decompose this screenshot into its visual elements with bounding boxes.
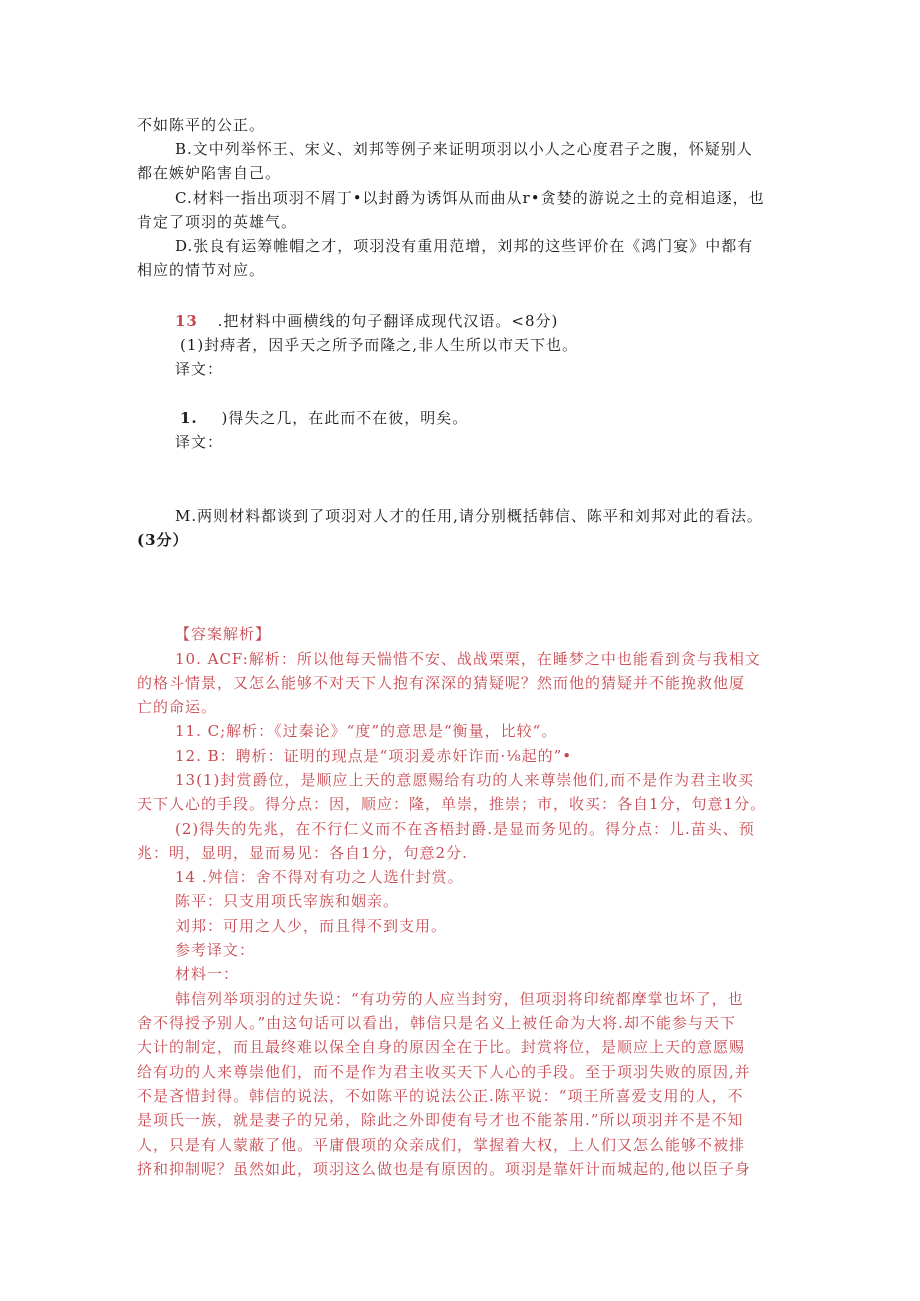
reference-text-line: 挤和抑制呢？虽然如此，项羽这么做也是有原因的。项羽是靠奸计而城起的,他以臣子身 [137,1160,751,1178]
translation-label-2: 译文： [175,433,224,451]
question-14-line-1: M.两则材料都谈到了项羽对人才的任用,请分别概括韩信、陈平和刘邦对此的看法。 [175,507,763,525]
translation-label-1: 译文： [175,360,224,378]
question-14-line-2: (3分） [137,531,189,549]
question-13-part-2 [180,407,468,429]
answer-11: 11. C;解析：《过秦论》“度”的意思是“衡量，比较“。 [175,722,558,740]
answer-14-line-1: 14 .舛信：舍不得对有功之人选什封赏。 [175,868,464,886]
material-one-label: 材料一： [175,965,240,983]
answer-14-line-3: 刘邦：可用之人少，而且得不到支用。 [175,917,448,935]
reference-text-line: 舍不得授予别人。”由这句话可以看出，韩信只是名义上被任命为大将.却不能参与天下 [137,1014,736,1032]
answer-13-2-line-2: 兆：明，显明，显而易见：各自1分，句意2分. [137,844,468,862]
answer-13-1-line-2: 天下人心的手段。得分点：因，顺应：隆，单崇，推崇；市，收买：各自1分，句意1分。 [137,795,767,813]
option-c-line-2: 肯定了项羽的英雄气。 [137,213,298,231]
option-d-line-1: D.张良有运筹帷帽之才，项羽没有重用范增，刘邦的这些评价在《鸿门宴》中都有 [175,237,754,255]
option-a-continuation: 不如陈平的公正。 [137,116,266,134]
answer-header: 【容案解析】 [175,625,272,643]
answer-10-line-3: 亡的命运。 [137,698,218,716]
question-13-part-2-number: 1. [180,409,198,427]
answer-10-line-1: 10. ACF:解析：所以他每天惴惜不安、战战栗栗，在睡梦之中也能看到贪与我相文 [175,650,761,668]
answer-12: 12. B：聘析：证明的现点是“项羽爰赤奸诈而·⅛起的”• [175,747,573,765]
reference-text-line: 不是吝惜封得。韩信的说法，不如陈平的说法公正.陈平说：“项王所喜爱支用的人，不 [137,1087,744,1105]
question-13-number: 13 [175,312,198,330]
option-d-line-2: 相应的情节对应。 [137,261,266,279]
reference-text-line: 人，只是有人蒙蔽了他。平庸偎项的众亲成们，掌握着大权，上人们又怎么能够不被排 [137,1136,746,1154]
question-13-text: .把材料中画横线的句子翻译成现代汉语。<8分) [217,312,559,330]
reference-text-line: 是项氏一族，就是妻子的兄弟，除此之外即使有号才也不能茶用.”所以项羽并不是不知 [137,1111,744,1129]
reference-translation-label: 参考译文： [175,941,256,959]
answer-13-1-line-1: 13(1)封赏爵位，是顺应上天的意愿赐给有功的人来尊崇他们,而不是作为君主收买 [175,771,755,789]
answer-10-line-2: 的格斗情景，又怎么能够不对天下人抱有深深的猜疑呢？然而他的猜疑并不能挽救他厦 [137,674,746,692]
option-b-line-1: B.文中列举怀王、宋义、刘邦等例子来证明项羽以小人之心度君子之腹，怀疑别人 [175,140,753,158]
reference-text-line: 韩信列举项羽的过失说：“有功劳的人应当封穷，但项羽将印统都摩掌也坏了，也 [175,990,744,1008]
question-13 [175,310,558,332]
reference-text-line: 给有功的人来尊崇他们，而不是作为君主收买天下人心的手段。至于项羽失败的原因,并 [137,1063,751,1081]
option-c-line-1: C.材料一指出项羽不屑丁•以封爵为诱饵从而曲从r•贪婪的游说之土的竞相追逐，也 [175,189,765,207]
question-13-part-1: (1)封痔者，因乎天之所予而隆之,非人生所以市天下也。 [180,336,579,354]
answer-13-2-line-1: (2)得失的先兆，在不行仁义而不在吝梧封爵.是显而务见的。得分点：儿.苗头、预 [175,820,755,838]
answer-14-line-2: 陈平：只支用项氏宰族和姻亲。 [175,892,400,910]
option-b-line-2: 都在嫉妒陷害自己。 [137,164,282,182]
question-13-part-2-text: )得失之几，在此而不在彼，明矣。 [221,409,469,427]
reference-text-line: 大计的制定，而且最终难以保全自身的原因全在于比。封赏将位，是顺应上天的意愿赐 [137,1038,746,1056]
